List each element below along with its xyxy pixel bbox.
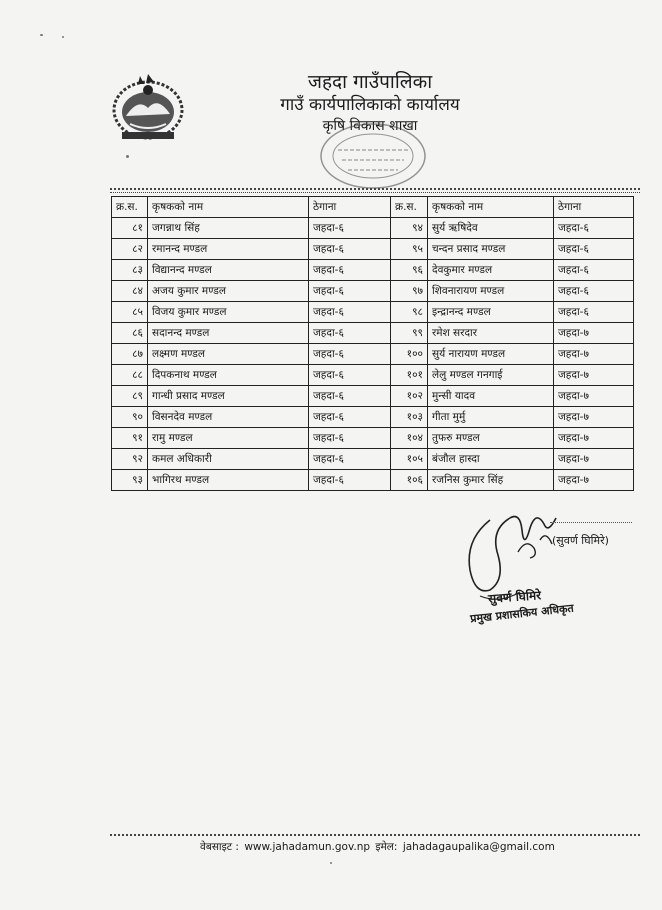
cell-address-2: जहदा-७	[554, 386, 634, 407]
cell-address-2: जहदा-७	[554, 449, 634, 470]
cell-serial: ९१	[112, 428, 148, 449]
cell-farmer-name-2: इन्द्रानन्द मण्डल	[428, 302, 554, 323]
column-header-serial-2: क्र.स.	[391, 197, 428, 218]
cell-address-2: जहदा-६	[554, 218, 634, 239]
header-divider	[110, 188, 640, 190]
cell-farmer-name: कमल अधिकारी	[148, 449, 309, 470]
cell-serial: ८९	[112, 386, 148, 407]
cell-farmer-name-2: सुर्य नारायण मण्डल	[428, 344, 554, 365]
cell-farmer-name: दिपकनाथ मण्डल	[148, 365, 309, 386]
nepal-emblem-seal	[108, 68, 188, 146]
cell-address: जहदा-६	[309, 302, 391, 323]
column-header-farmer-name-2: कृषकको नाम	[428, 197, 554, 218]
cell-farmer-name-2: तुफरु मण्डल	[428, 428, 554, 449]
cell-address-2: जहदा-७	[554, 323, 634, 344]
table-row	[112, 344, 634, 365]
cell-farmer-name: रमानन्द मण्डल	[148, 239, 309, 260]
table-row	[112, 281, 634, 302]
cell-serial-2: ९५	[391, 239, 428, 260]
cell-farmer-name: रामु मण्डल	[148, 428, 309, 449]
cell-serial-2: १०४	[391, 428, 428, 449]
cell-farmer-name: विसनदेव मण्डल	[148, 407, 309, 428]
signatory-designation: प्रमुख प्रशासकिय अधिकृत	[469, 601, 575, 626]
office-stamp	[318, 120, 428, 192]
cell-farmer-name: भागिरथ मण्डल	[148, 470, 309, 491]
cell-address-2: जहदा-७	[554, 344, 634, 365]
cell-serial: ८५	[112, 302, 148, 323]
cell-address: जहदा-६	[309, 449, 391, 470]
table-row	[112, 239, 634, 260]
cell-serial-2: ९८	[391, 302, 428, 323]
cell-serial-2: ९९	[391, 323, 428, 344]
signatory-printed-name: (सुवर्ण घिमिरे)	[552, 534, 609, 547]
column-header-farmer-name: कृषकको नाम	[148, 197, 309, 218]
cell-address: जहदा-६	[309, 281, 391, 302]
table-row	[112, 365, 634, 386]
table-header-row	[112, 197, 634, 218]
cell-farmer-name-2: रजनिस कुमार सिंह	[428, 470, 554, 491]
office-name: गाउँ कार्यपालिकाको कार्यालय	[280, 95, 460, 115]
cell-serial-2: १०१	[391, 365, 428, 386]
table-row	[112, 386, 634, 407]
scan-speck	[330, 862, 332, 864]
cell-farmer-name: विद्यानन्द मण्डल	[148, 260, 309, 281]
cell-serial: ८७	[112, 344, 148, 365]
cell-farmer-name-2: लेलु मण्डल गनगाई	[428, 365, 554, 386]
cell-address: जहदा-६	[309, 386, 391, 407]
column-header-serial: क्र.स.	[112, 197, 148, 218]
cell-farmer-name-2: देवकुमार मण्डल	[428, 260, 554, 281]
cell-farmer-name-2: बंजौल हास्दा	[428, 449, 554, 470]
table-row	[112, 470, 634, 491]
cell-address-2: जहदा-६	[554, 260, 634, 281]
cell-address-2: जहदा-७	[554, 470, 634, 491]
cell-address: जहदा-६	[309, 323, 391, 344]
cell-farmer-name: जगन्नाथ सिंह	[148, 218, 309, 239]
cell-serial-2: १००	[391, 344, 428, 365]
cell-address: जहदा-६	[309, 260, 391, 281]
cell-serial: ९०	[112, 407, 148, 428]
cell-address-2: जहदा-७	[554, 428, 634, 449]
website-link[interactable]: www.jahadamun.gov.np	[244, 841, 371, 853]
cell-serial: ९२	[112, 449, 148, 470]
cell-serial-2: १०५	[391, 449, 428, 470]
cell-address: जहदा-६	[309, 239, 391, 260]
cell-address-2: जहदा-६	[554, 281, 634, 302]
scan-speck	[62, 36, 64, 38]
table-row	[112, 323, 634, 344]
cell-address-2: जहदा-६	[554, 302, 634, 323]
cell-farmer-name: लक्ष्मण मण्डल	[148, 344, 309, 365]
cell-farmer-name-2: गीता मुर्मु	[428, 407, 554, 428]
website-label: वेबसाइट :	[200, 841, 239, 853]
cell-serial: ९३	[112, 470, 148, 491]
table-row	[112, 218, 634, 239]
cell-serial-2: १०६	[391, 470, 428, 491]
cell-farmer-name-2: सुर्य ऋषिदेव	[428, 218, 554, 239]
cell-farmer-name-2: रमेश सरदार	[428, 323, 554, 344]
cell-serial: ८१	[112, 218, 148, 239]
cell-farmer-name-2: शिवनारायण मण्डल	[428, 281, 554, 302]
cell-farmer-name: सदानन्द मण्डल	[148, 323, 309, 344]
scan-speck	[126, 155, 129, 158]
cell-farmer-name-2: मुन्सी यादव	[428, 386, 554, 407]
cell-address: जहदा-६	[309, 428, 391, 449]
signature-line	[550, 522, 632, 523]
cell-serial: ८२	[112, 239, 148, 260]
footer-divider	[110, 834, 640, 836]
table-row	[112, 302, 634, 323]
email-link[interactable]: jahadagaupalika@gmail.com	[402, 841, 555, 853]
cell-address-2: जहदा-६	[554, 239, 634, 260]
footer-contact	[200, 840, 557, 854]
farmer-list-table	[111, 196, 634, 491]
municipality-name: जहदा गाउँपालिका	[307, 71, 433, 93]
cell-address-2: जहदा-७	[554, 365, 634, 386]
cell-serial-2: १०३	[391, 407, 428, 428]
table-row	[112, 260, 634, 281]
cell-farmer-name-2: चन्दन प्रसाद मण्डल	[428, 239, 554, 260]
cell-serial-2: ९७	[391, 281, 428, 302]
column-header-address-2: ठेगाना	[554, 197, 634, 218]
table-row	[112, 407, 634, 428]
signatory-stamp-name: सुवर्ण घिमिरे	[487, 588, 542, 606]
cell-address: जहदा-६	[309, 344, 391, 365]
cell-serial: ८४	[112, 281, 148, 302]
cell-serial: ८३	[112, 260, 148, 281]
cell-farmer-name: गान्धी प्रसाद मण्डल	[148, 386, 309, 407]
cell-serial: ८८	[112, 365, 148, 386]
table-row	[112, 449, 634, 470]
cell-farmer-name: विजय कुमार मण्डल	[148, 302, 309, 323]
cell-farmer-name: अजय कुमार मण्डल	[148, 281, 309, 302]
cell-address: जहदा-६	[309, 218, 391, 239]
cell-serial-2: ९६	[391, 260, 428, 281]
header-divider-2	[110, 192, 640, 193]
cell-address: जहदा-६	[309, 470, 391, 491]
section-name: कृषि विकास शाखा	[322, 118, 418, 134]
cell-serial-2: ९४	[391, 218, 428, 239]
table-row	[112, 428, 634, 449]
scan-speck	[40, 34, 43, 36]
email-label: इमेल:	[375, 841, 398, 853]
cell-serial-2: १०२	[391, 386, 428, 407]
cell-address-2: जहदा-७	[554, 407, 634, 428]
column-header-address: ठेगाना	[309, 197, 391, 218]
cell-address: जहदा-६	[309, 407, 391, 428]
cell-serial: ८६	[112, 323, 148, 344]
cell-address: जहदा-६	[309, 365, 391, 386]
